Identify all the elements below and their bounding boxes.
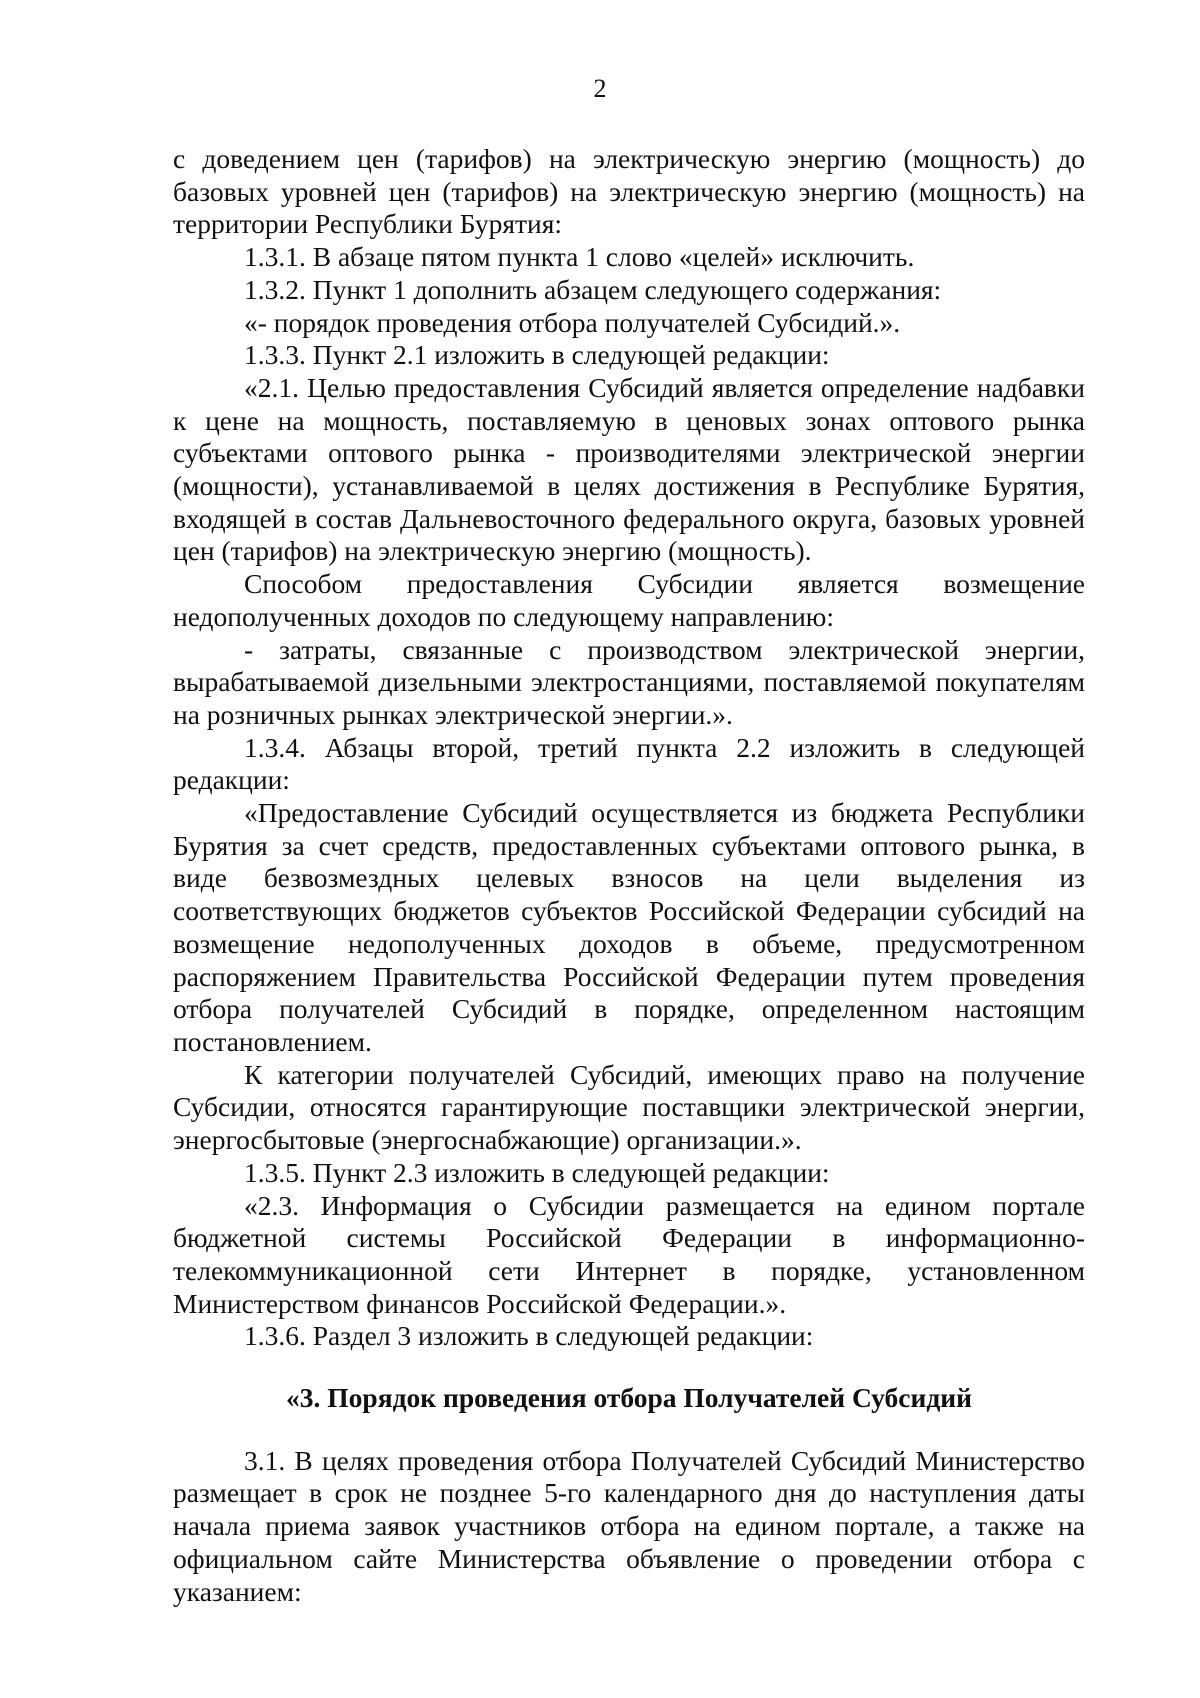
paragraph: К категории получателей Субсидий, имеющих право на получение Субсидии, относятся гарантирующие поставщики электрической энергии, энергосбытовые (энергоснабжающие) организации.». bbox=[173, 1058, 1085, 1156]
paragraph: 1.3.5. Пункт 2.3 изложить в следующей редакции: bbox=[244, 1156, 830, 1188]
page-number: 2 bbox=[593, 74, 607, 103]
paragraph: «Предоставление Субсидий осуществляется из бюджета Республики Бурятия за счет средств, предоставленных субъектами оптового рынка, в виде безвозмездных целевых взносов на цели выделения из соответствующих бюджетов субъектов Российской Федерации субсидий на возмещение недополученных доходов в объеме, предусмотренном распоряжением Правительства Российской Федерации путем проведения отбора получателей Субсидий в порядке, определенном настоящим постановлением. bbox=[173, 797, 1085, 1057]
paragraph: «2.3. Информация о Субсидии размещается на едином портале бюджетной системы Российской Федерации в информационно-телекоммуникационной сети Интернет в порядке, установленном Министерством финансов Российской Федерации.». bbox=[173, 1189, 1085, 1319]
paragraph: 1.3.6. Раздел 3 изложить в следующей редакции: bbox=[244, 1320, 814, 1352]
paragraph: - затраты, связанные с производством электрической энергии, вырабатываемой дизельными электростанциями, поставляемой покупателям на розничных рынках электрической энергии.». bbox=[173, 633, 1085, 730]
paragraph: 1.3.2. Пункт 1 дополнить абзацем следующего содержания: bbox=[244, 273, 942, 305]
paragraph: Способом предоставления Субсидии является возмещение недополученных доходов по следующему направлению: bbox=[173, 568, 1085, 632]
paragraph: 3.1. В целях проведения отбора Получателей Субсидий Министерство размещает в срок не позднее 5-го календарного дня до наступления даты начала приема заявок участников отбора на едином портале, а также на официальном сайте Министерства объявление о проведении отбора с указанием: bbox=[173, 1444, 1085, 1607]
paragraph: «2.1. Целью предоставления Субсидий является определение надбавки к цене на мощность, поставляемую в ценовых зонах оптового рынка субъектами оптового рынка - производителями электрической энергии (мощности), устанавливаемой в целях достижения в Республике Бурятия, входящей в состав Дальневосточного федерального округа, базовых уровней цен (тарифов) на электрическую энергию (мощность). bbox=[173, 371, 1085, 567]
paragraph: 1.3.4. Абзацы второй, третий пункта 2.2 изложить в следующей редакции: bbox=[173, 731, 1085, 796]
section-heading: «3. Порядок проведения отбора Получателей Субсидий bbox=[286, 1382, 972, 1414]
paragraph: 1.3.1. В абзаце пятом пункта 1 слово «целей» исключить. bbox=[244, 241, 915, 273]
paragraph: 1.3.3. Пункт 2.1 изложить в следующей редакции: bbox=[244, 339, 830, 371]
paragraph: с доведением цен (тарифов) на электрическую энергию (мощность) до базовых уровней цен (тарифов) на электрическую энергию (мощность) на территории Республики Бурятия: bbox=[173, 143, 1085, 240]
paragraph: «- порядок проведения отбора получателей Субсидий.». bbox=[244, 306, 901, 338]
document-body bbox=[173, 143, 1085, 1608]
